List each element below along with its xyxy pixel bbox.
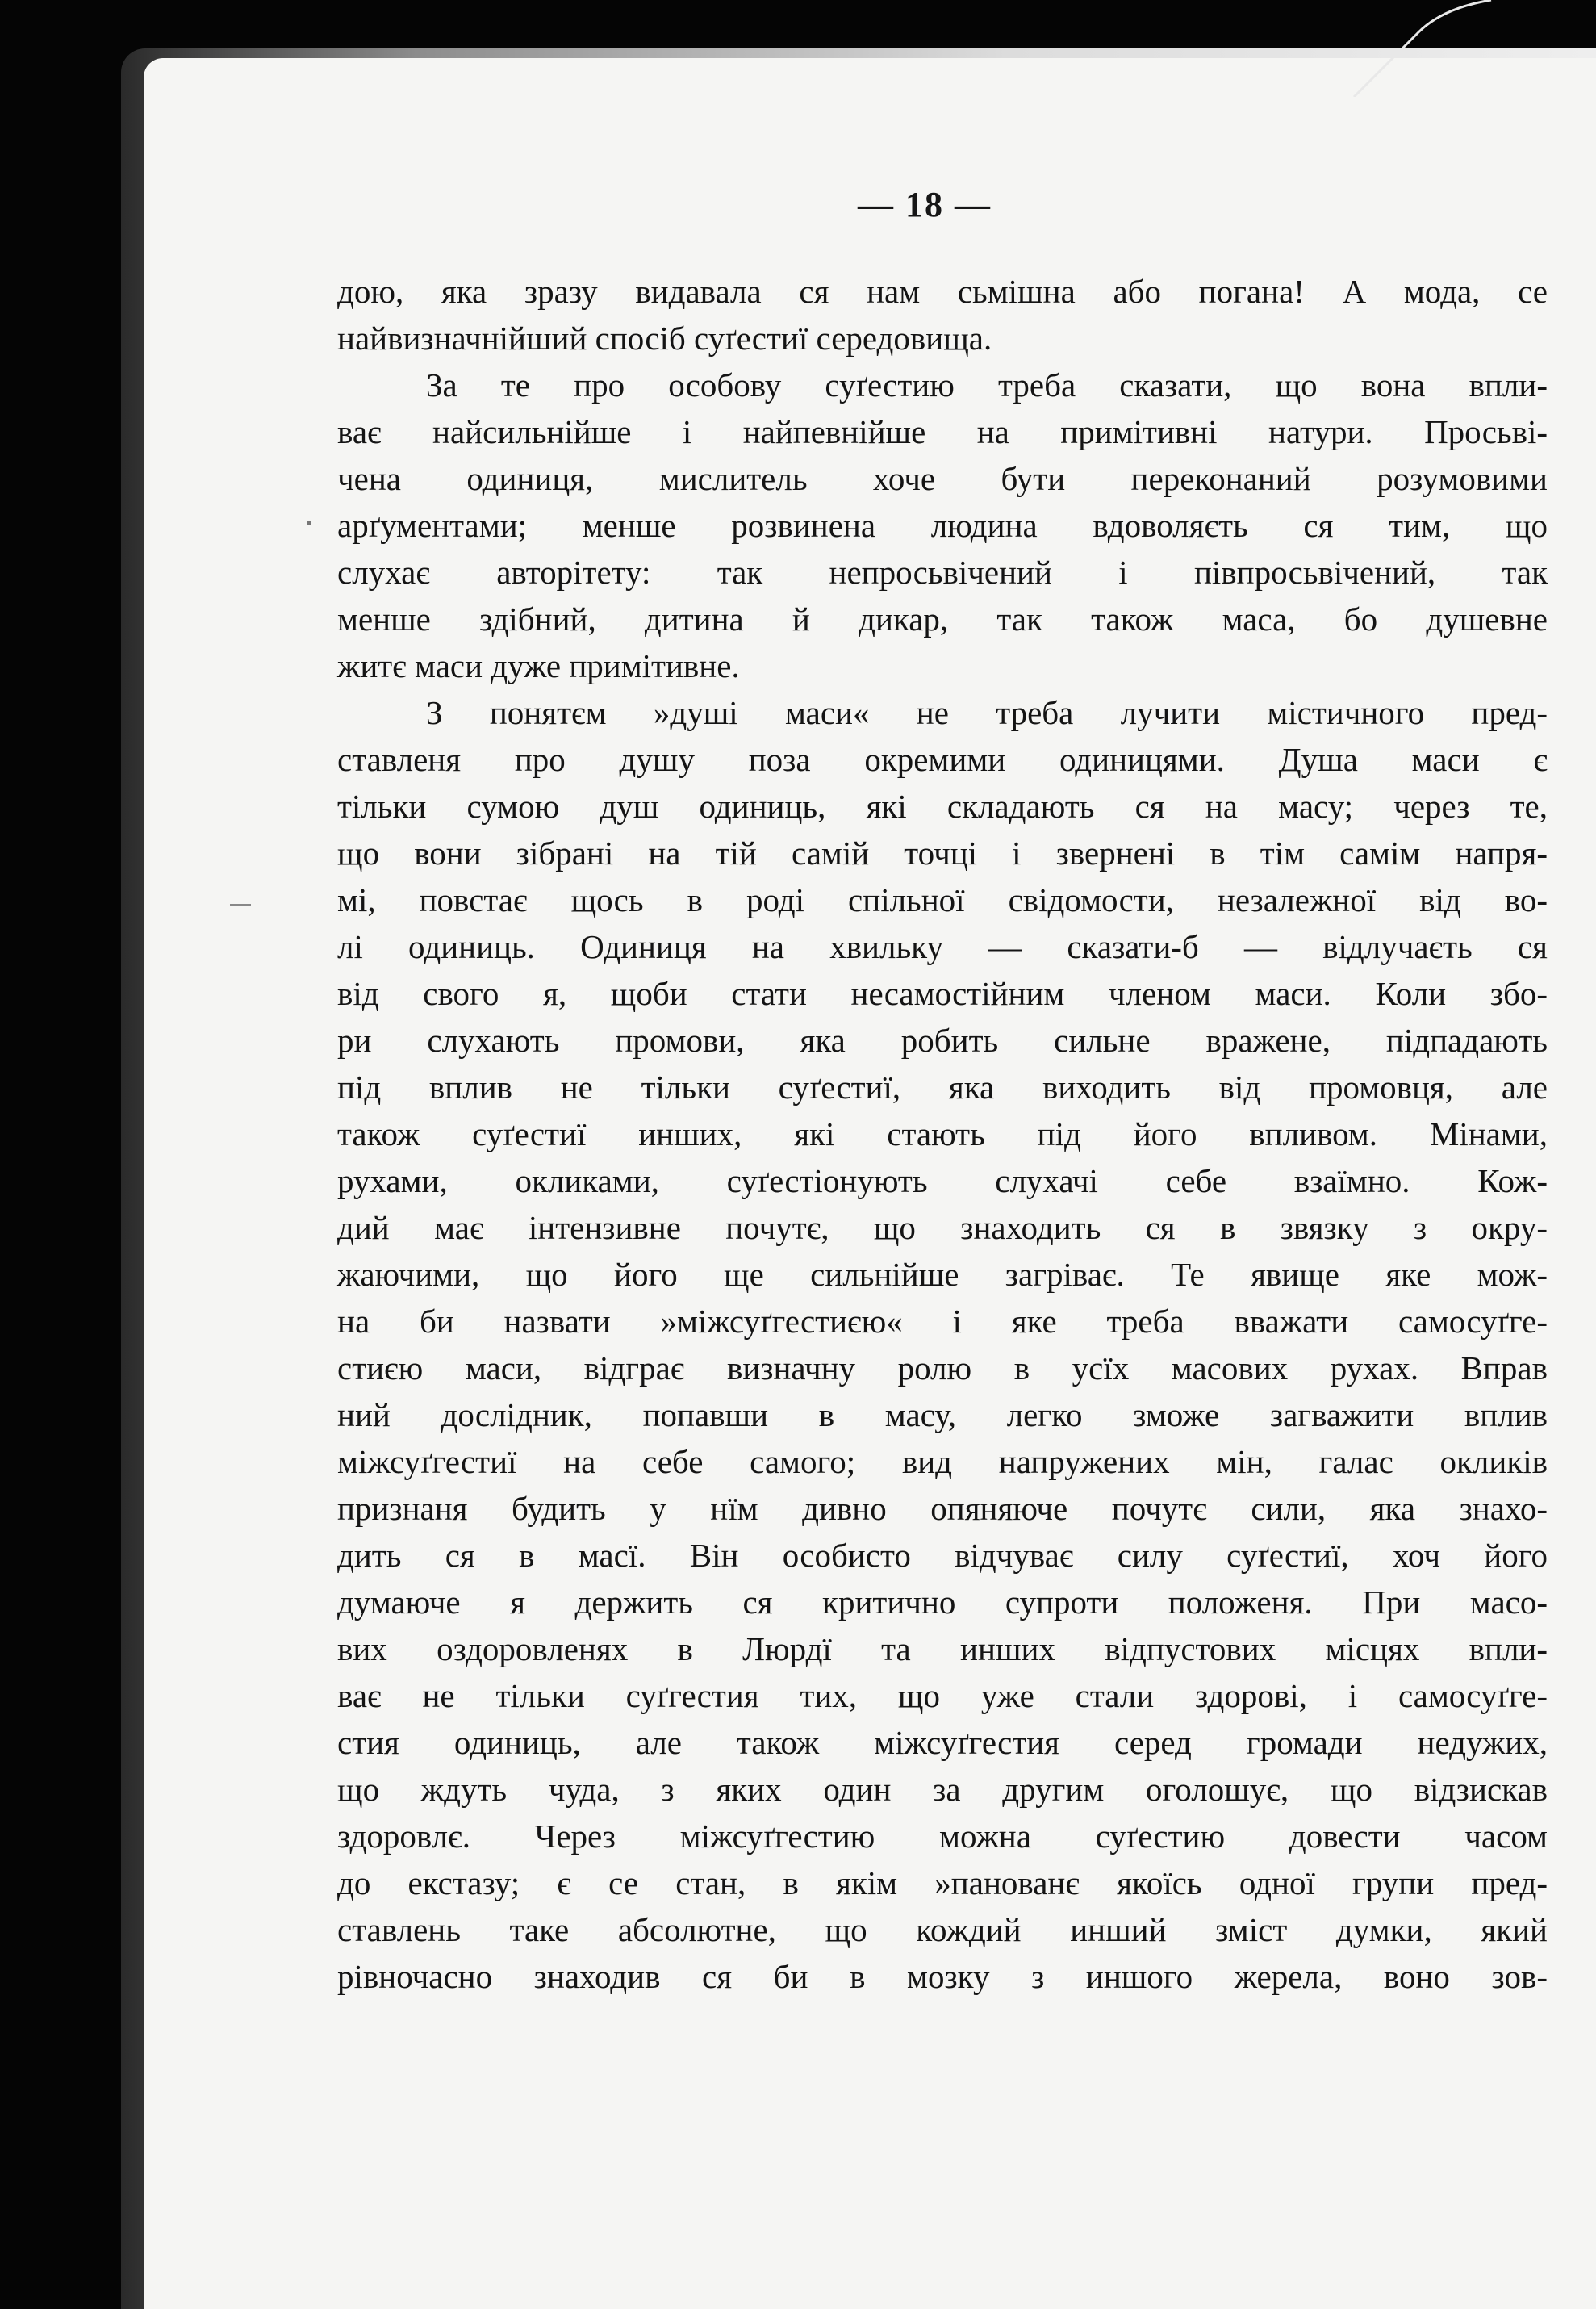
text-line: ставлень таке абсолютне, що кождий инший зміст думки, який bbox=[337, 1911, 1548, 1948]
text-line: також суґестиї инших, які стають під його впливом. Мінами, bbox=[337, 1115, 1548, 1152]
corner-scratch-mark bbox=[1249, 0, 1596, 97]
text-line: жаючими, що його ще сильнійше загріває. Те явище яке мож- bbox=[337, 1256, 1548, 1293]
text-line: вих оздоровленях в Люрдї та инших відпустових місцях впли- bbox=[337, 1630, 1548, 1667]
text-line: житє маси дуже примітивне. bbox=[337, 647, 740, 684]
text-line: арґументами; менше розвинена людина вдоволяєть ся тим, що bbox=[337, 507, 1548, 544]
text-line: міжсуґгестиї на себе самого; вид напружених мін, галас окликів bbox=[337, 1443, 1548, 1480]
text-line: лі одиниць. Одиниця на хвильку — сказати-б — відлучаєть ся bbox=[337, 928, 1548, 965]
text-line: мі, повстає щось в роді спільної свідомости, незалежної від во- bbox=[337, 881, 1548, 918]
text-line: дить ся в масї. Він особисто відчуває силу суґестиї, хоч його bbox=[337, 1537, 1548, 1574]
text-line: під вплив не тільки суґестиї, яка виходить від промовця, але bbox=[337, 1069, 1548, 1106]
text-line: на би назвати »міжсуґгестиєю« і яке треба вважати самосуґге- bbox=[337, 1303, 1548, 1340]
text-line: За те про особову суґестию треба сказати, що вона впли- bbox=[426, 366, 1548, 404]
text-line: тільки сумою душ одиниць, які складають ся на масу; через те, bbox=[337, 788, 1548, 825]
text-line: рухами, окликами, суґестіонують слухачі себе взаїмно. Кож- bbox=[337, 1162, 1548, 1199]
text-line: ри слухають промови, яка робить сильне вражене, підпадають bbox=[337, 1022, 1548, 1059]
text-line: дою, яка зразу видавала ся нам сьмішна або погана! А мода, се bbox=[337, 273, 1548, 310]
text-line: менше здібний, дитина й дикар, так також маса, бо душевне bbox=[337, 600, 1548, 638]
text-line: що вони зібрані на тій самій точці і звернені в тім самім напря- bbox=[337, 835, 1548, 872]
text-line: від свого я, щоби стати несамостійним членом маси. Коли збо- bbox=[337, 975, 1548, 1012]
text-line: чена одиниця, мислитель хоче бути переконаний розумовими bbox=[337, 460, 1548, 497]
text-line: ває найсильнійше і найпевнійше на примітивні натури. Просьві- bbox=[337, 413, 1548, 450]
text-line: признаня будить у нїм дивно опяняюче почутє сили, яка знахо- bbox=[337, 1490, 1548, 1527]
text-line: до екстазу; є се стан, в якім »панованє якоїсь одної групи пред- bbox=[337, 1864, 1548, 1901]
scan-speck bbox=[307, 521, 311, 525]
text-line: ний дослідник, попавши в масу, легко зможе загважити вплив bbox=[337, 1396, 1548, 1433]
text-line: здоровлє. Через міжсуґгестию можна суґестию довести часом bbox=[337, 1818, 1548, 1855]
page-number: — 18 — bbox=[858, 185, 992, 224]
text-line: слухає авторітету: так непросьвічений і півпросьвічений, так bbox=[337, 554, 1548, 591]
text-line: рівночасно знаходив ся би в мозку з иншого жерела, воно зов- bbox=[337, 1958, 1548, 1995]
body-text bbox=[337, 268, 1548, 2000]
text-line: ставленя про душу поза окремими одиницями. Душа маси є bbox=[337, 741, 1548, 778]
text-line: дий має інтензивне почутє, що знаходить ся в звязку з окру- bbox=[337, 1209, 1548, 1246]
text-line: ває не тільки суґгестия тих, що уже стали здорові, і самосуґге- bbox=[337, 1677, 1548, 1714]
text-line: З понятєм »душі маси« не треба лучити містичного пред- bbox=[426, 694, 1548, 731]
text-line: стия одиниць, але також міжсуґгестия серед громади недужих, bbox=[337, 1724, 1548, 1761]
text-line: найвизначнійший спосіб суґестиї середовища. bbox=[337, 320, 992, 357]
text-line: стиєю маси, відграє визначну ролю в усїх масових рухах. Вправ bbox=[337, 1349, 1548, 1387]
text-line: думаюче я держить ся критично супроти положеня. При масо- bbox=[337, 1583, 1548, 1621]
text-line: що ждуть чуда, з яких один за другим оголошує, що відзискав bbox=[337, 1771, 1548, 1808]
scan-margin-mark bbox=[230, 904, 251, 906]
